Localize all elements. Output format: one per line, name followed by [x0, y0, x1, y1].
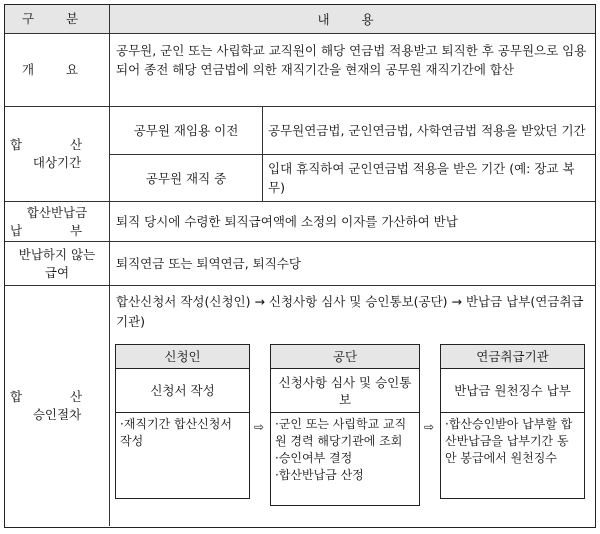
step-detail: ·합산승인받아 납부할 합산반납금을 납부기간 동안 봉급에서 원천징수: [445, 417, 573, 465]
step-box-title: 공단: [271, 345, 419, 369]
step-box-agency: [270, 344, 420, 506]
step-detail: ·승인여부 결정: [275, 451, 353, 465]
overview-row: [5, 34, 595, 107]
procedure-label-line2: 승인절차: [32, 407, 82, 422]
header-category: 구 분: [5, 5, 110, 33]
refund-label-line2: 납 부: [9, 222, 105, 238]
refund-text: 퇴직 당시에 수령한 퇴직급여액에 소정의 이자를 가산하여 반납: [116, 214, 458, 229]
step-detail: ·군인 또는 사립학교 교직원 경력 해당기관에 조회: [275, 417, 407, 448]
procedure-row: [5, 286, 595, 526]
nonrefund-row: [5, 242, 595, 286]
step-box-step: 신청서 작성: [116, 369, 249, 413]
pension-merge-table: [4, 4, 596, 528]
procedure-content: [110, 286, 595, 526]
step-box-title: 연금취급기관: [441, 345, 584, 369]
period-item-text: 입대 휴직하여 군인연금법 적용을 받은 기간 (예: 장교 복무): [268, 161, 575, 195]
step-box-step: 신청사항 심사 및 승인통보: [271, 369, 419, 413]
refund-label: [5, 202, 110, 241]
arrow-icon: ⇨: [254, 420, 265, 434]
period-item-label: 공무원 재직 중: [110, 155, 263, 201]
overview-label: 개 요: [5, 34, 110, 106]
nonrefund-text: 퇴직연금 또는 퇴역연금, 퇴직수당: [116, 256, 301, 271]
procedure-label: [5, 286, 110, 526]
header-row: [5, 5, 595, 34]
period-item-during: [110, 155, 595, 201]
period-item-before: [110, 107, 595, 155]
nonrefund-label-line1: 반납하지 않는: [18, 246, 96, 262]
header-content: 내 용: [317, 11, 388, 27]
period-item-label: 공무원 재임용 이전: [110, 107, 263, 154]
step-box-details: [441, 413, 584, 470]
step-box-applicant: [115, 344, 250, 499]
procedure-label-line1: 합 산: [9, 389, 105, 404]
step-box-title: 신청인: [116, 345, 249, 369]
refund-row: [5, 202, 595, 242]
arrow-icon: ⇨: [424, 420, 435, 434]
period-sub-table: [110, 107, 595, 201]
period-row: [5, 107, 595, 202]
procedure-intro: 합산신청서 작성(신청인) → 신청사항 심사 및 승인통보(공단) → 반납금 납부(연금취급기관): [116, 294, 584, 329]
nonrefund-label: [5, 242, 110, 285]
step-box-details: [271, 413, 419, 487]
step-box-details: [116, 413, 249, 453]
step-box-step: 반납금 원천징수 납부: [441, 369, 584, 413]
step-detail: ·재직기간 합산신청서 작성: [120, 417, 232, 448]
period-label: [5, 107, 110, 201]
step-detail: ·합산반납금 산정: [275, 468, 364, 482]
period-item-text: 공무원연금법, 군인연금법, 사학연금법 적용을 받았던 기간: [268, 123, 586, 138]
overview-text: 공무원, 군인 또는 사립학교 교직원이 해당 연금법 적용받고 퇴직한 후 공무원으로 임용되어 종전 해당 연금법에 의한 재직기간을 현재의 공무원 재직기간에 합산: [116, 43, 587, 77]
nonrefund-label-line2: 급여: [44, 264, 70, 280]
refund-label-line1: 합산반납금: [26, 204, 88, 220]
period-label-line1: 합 산: [9, 137, 105, 152]
step-box-pension-office: [440, 344, 585, 499]
period-label-line2: 대상기간: [32, 155, 82, 170]
